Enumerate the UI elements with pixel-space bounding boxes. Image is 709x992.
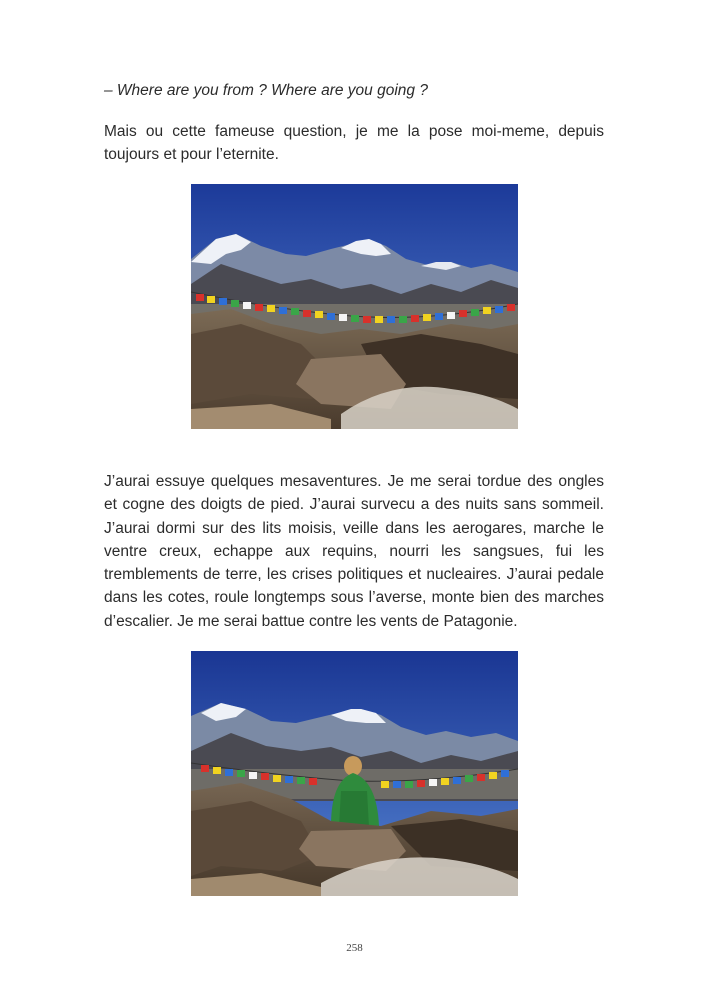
mountain-prayer-flags-person-photo-icon [191, 651, 518, 896]
quote-line: – Where are you from ? Where are you going ? [104, 82, 428, 99]
mountain-photo-1 [191, 184, 518, 429]
paragraph-1: Mais ou cette fameuse question, je me la pose moi-meme, depuis toujours et pour l’eternite. [104, 123, 604, 164]
page-number: 258 [346, 942, 363, 954]
mountain-prayer-flags-photo-icon [191, 184, 518, 429]
paragraph-2: J’aurai essuye quelques mesaventures. Je me serai tordue des ongles et cogne des doigts de pied. J’aurai survecu a des nuits sans sommeil. J’aurai dormi sur des lits moisis, veille dans les aerogares, marche le ventre creux, echappe aux requins, nourri les sangsues, fui les tremblements de terre, les crises politiques et nucleaires. J’aurai pedale dans les cotes, roule longtemps sous l’averse, monte bien des marches d’escalier. Je me serai battue contre les vents de Patagonie. [104, 473, 604, 630]
mountain-photo-2 [191, 651, 518, 896]
